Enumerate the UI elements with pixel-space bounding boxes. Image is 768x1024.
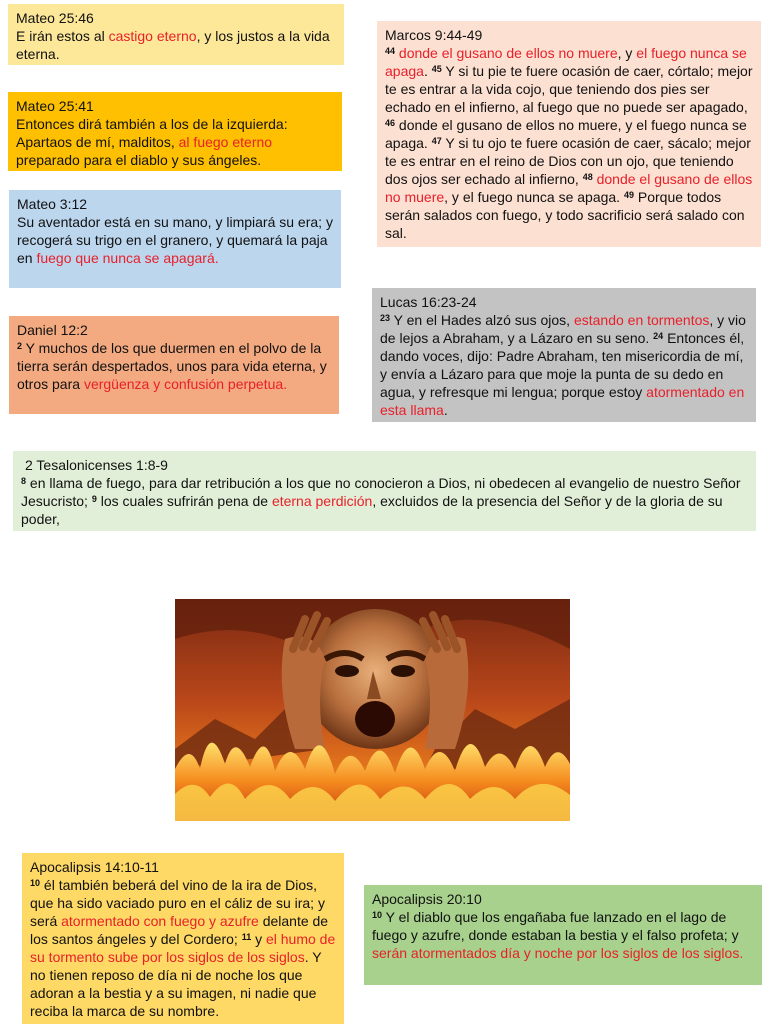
highlight-text: fuego que nunca se apagará.: [36, 250, 219, 266]
highlight-text: donde el gusano de ellos no muere: [385, 171, 753, 205]
card-daniel-12-2: [9, 316, 339, 414]
verse-reference: Apocalipsis 14:10-11: [30, 859, 159, 875]
verse-text: , y el fuego nunca se apaga.: [444, 189, 624, 205]
card-apocalipsis-20-10: [364, 885, 762, 985]
verse-number: 23: [380, 313, 391, 323]
verse-reference: Mateo 25:41: [16, 98, 94, 114]
verse-text: los cuales sufrirán pena de: [96, 493, 272, 509]
verse-number: 9: [91, 494, 97, 504]
verse-text: , y vio de lejos a Abraham, y a Lázaro en su seno.: [380, 312, 746, 346]
verse-number: 49: [623, 190, 634, 200]
verse-number: 48: [582, 172, 593, 182]
verse-number: 45: [431, 64, 442, 74]
verse-number: 10: [372, 910, 383, 920]
verse-text: Entonces él, dando voces, dijo: Padre Abraham, ten misericordia de mí, y envía a Lázaro para que moje la punta de su dedo en agua, y refresque mi lengua; porque estoy: [380, 330, 745, 400]
highlight-text: atormentado en esta llama: [380, 384, 745, 418]
verse-text: Y el diablo que los engañaba fue lanzado en el lago de fuego y azufre, donde estaban la bestia y el falso profeta; y: [372, 909, 739, 943]
highlight-text: vergüenza y confusión perpetua.: [83, 376, 288, 392]
verse-text: .: [423, 63, 432, 79]
verse-number: 24: [653, 331, 664, 341]
card-mateo-25-41: [8, 92, 342, 171]
verse-text: Y si tu pie te fuere ocasión de caer, córtalo; mejor te es entrar a la vida cojo, que teniendo dos pies ser echado en el infierno, al fuego que no puede ser apagado,: [385, 63, 753, 115]
verse-text: preparado para el diablo y sus ángeles.: [16, 152, 262, 168]
verse-text: él también beberá del vino de la ira de Dios, que ha sido vaciado puro en el cáliz de su ira; y será: [30, 877, 325, 929]
verse-text: Su aventador está en su mano, y limpiará su era; y recogerá su trigo en el granero, y quemará la paja en: [17, 214, 333, 266]
verse-reference: Mateo 3:12: [17, 196, 88, 212]
verse-text: , y los justos a la vida eterna.: [16, 28, 330, 62]
verse-reference: 2 Tesalonicenses 1:8-9: [25, 457, 168, 473]
highlight-text: castigo eterno: [108, 28, 197, 44]
verse-number: 47: [431, 136, 442, 146]
highlight-text: el humo de su tormento sube por los siglos de los siglos: [30, 931, 336, 965]
verse-number: 8: [21, 476, 27, 486]
verse-text: Y muchos de los que duermen en el polvo de la tierra serán despertados, unos para vida eterna, y otros para: [17, 340, 327, 392]
verse-reference: Apocalipsis 20:10: [372, 891, 482, 907]
highlight-text: eterna perdición: [271, 493, 373, 509]
card-mateo-25-46: [8, 4, 344, 65]
highlight-text: al fuego eterno: [178, 134, 273, 150]
verse-reference: Lucas 16:23-24: [380, 294, 477, 310]
verse-text: .: [443, 402, 448, 418]
card-mateo-3-12: [9, 190, 341, 288]
verse-number: 2: [17, 341, 23, 351]
verse-number: 44: [385, 46, 396, 56]
card-marcos-9-44-49: [377, 21, 761, 247]
verse-number: 10: [30, 878, 41, 888]
verse-text: Porque todos serán salados con fuego, y todo sacrificio será salado con sal.: [385, 189, 745, 241]
verse-text: , y: [617, 45, 637, 61]
highlight-text: serán atormentados día y noche por los siglos de los siglos.: [372, 945, 744, 961]
verse-text: Y en el Hades alzó sus ojos,: [390, 312, 574, 328]
highlight-text: el fuego nunca se apaga: [385, 45, 747, 79]
verse-text: , excluidos de la presencia del Señor y de la gloria de su poder,: [21, 493, 723, 527]
verse-text: Entonces dirá también a los de la izquierda: Apartaos de mí, malditos,: [16, 116, 288, 150]
card-2-tesalonicenses-1-8-9: [13, 451, 756, 531]
verse-text: y: [251, 931, 266, 947]
highlight-text: donde el gusano de ellos no muere: [395, 45, 618, 61]
highlight-text: atormentado con fuego y azufre: [61, 913, 259, 929]
highlight-text: estando en tormentos: [573, 312, 710, 328]
verse-text: . Y no tienen reposo de día ni de noche los que adoran a la bestia y a su imagen, ni nadie que reciba la marca de su nombre.: [30, 949, 322, 1019]
verse-text: donde el gusano de ellos no muere, y el fuego nunca se apaga.: [385, 117, 747, 151]
verse-reference: Marcos 9:44-49: [385, 27, 483, 43]
verse-text: en llama de fuego, para dar retribución a los que no conocieron a Dios, ni obedecen al evangelio de nuestro Señor Jesucristo;: [21, 475, 741, 509]
verse-number: 11: [241, 932, 252, 942]
card-lucas-16-23-24: [372, 288, 756, 422]
verse-text: delante de los santos ángeles y del Cordero;: [30, 913, 329, 947]
verse-text: E irán estos al: [16, 28, 109, 44]
verse-reference: Daniel 12:2: [17, 322, 88, 338]
verse-number: 46: [385, 118, 396, 128]
man-in-flames-illustration: [175, 599, 570, 821]
verse-reference: Mateo 25:46: [16, 10, 94, 26]
verse-text: Y si tu ojo te fuere ocasión de caer, sácalo; mejor te es entrar en el reino de Dios con un ojo, que teniendo dos ojos ser echado al infierno,: [385, 135, 751, 187]
card-apocalipsis-14-10-11: [22, 853, 344, 1024]
